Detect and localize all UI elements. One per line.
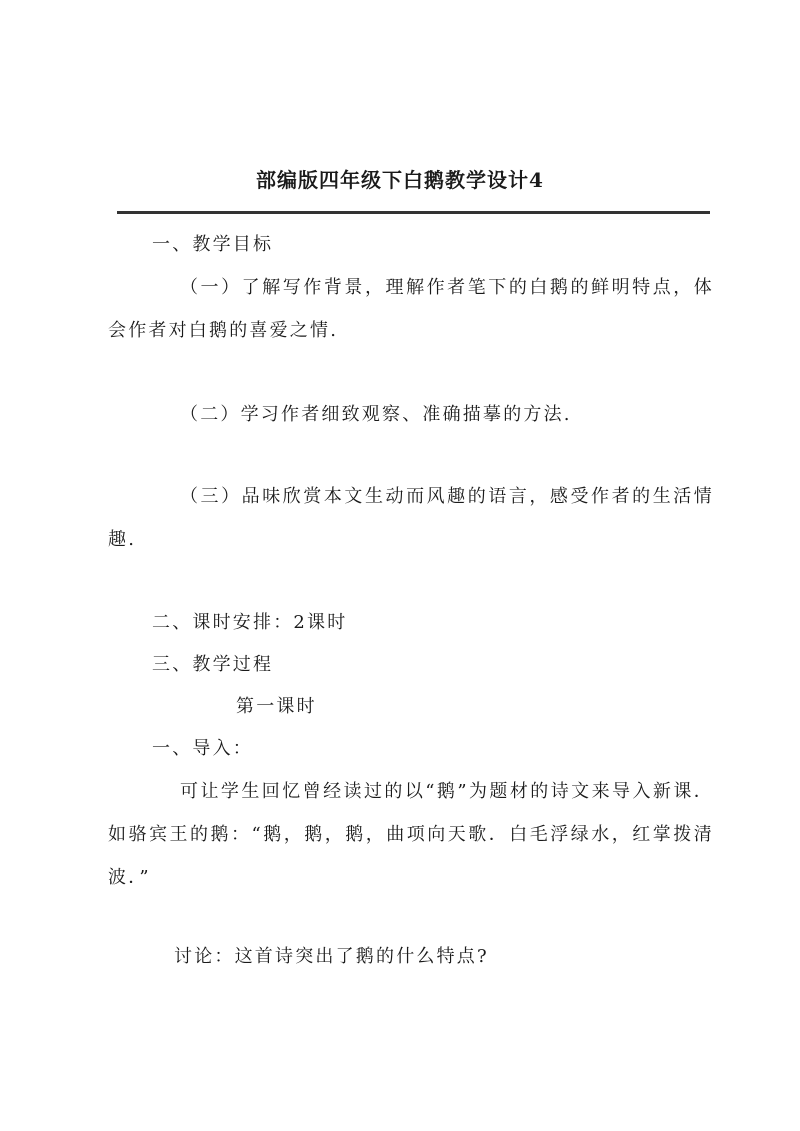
section-heading-teaching-goals: 一、教学目标 <box>152 234 274 255</box>
intro-paragraph: 可让学生回忆曾经读过的以“鹅”为题材的诗文来导入新课．如骆宾王的鹅：“鹅，鹅，鹅，曲项向天歌．白毛浮绿水，红掌拨清波．” <box>108 781 714 888</box>
discussion-paragraph: 讨论：这首诗突出了鹅的什么特点? <box>174 946 489 967</box>
title-divider <box>117 211 710 214</box>
step-heading-intro: 一、导入： <box>152 738 253 759</box>
section-heading-schedule: 二、课时安排：2课时 <box>152 612 348 633</box>
goal-paragraph-2: （二）学习作者细致观察、准确描摹的方法. <box>180 404 572 425</box>
goal-paragraph-1: （一）了解写作背景，理解作者笔下的白鹅的鲜明特点，体会作者对白鹅的喜爱之情. <box>108 277 714 341</box>
document-title: 部编版四年级下白鹅教学设计4 <box>256 168 544 192</box>
goal-paragraph-3: （三）品味欣赏本文生动而风趣的语言，感受作者的生活情趣. <box>108 486 714 550</box>
section-heading-process: 三、教学过程 <box>152 654 274 675</box>
lesson-title: 第一课时 <box>236 696 317 717</box>
